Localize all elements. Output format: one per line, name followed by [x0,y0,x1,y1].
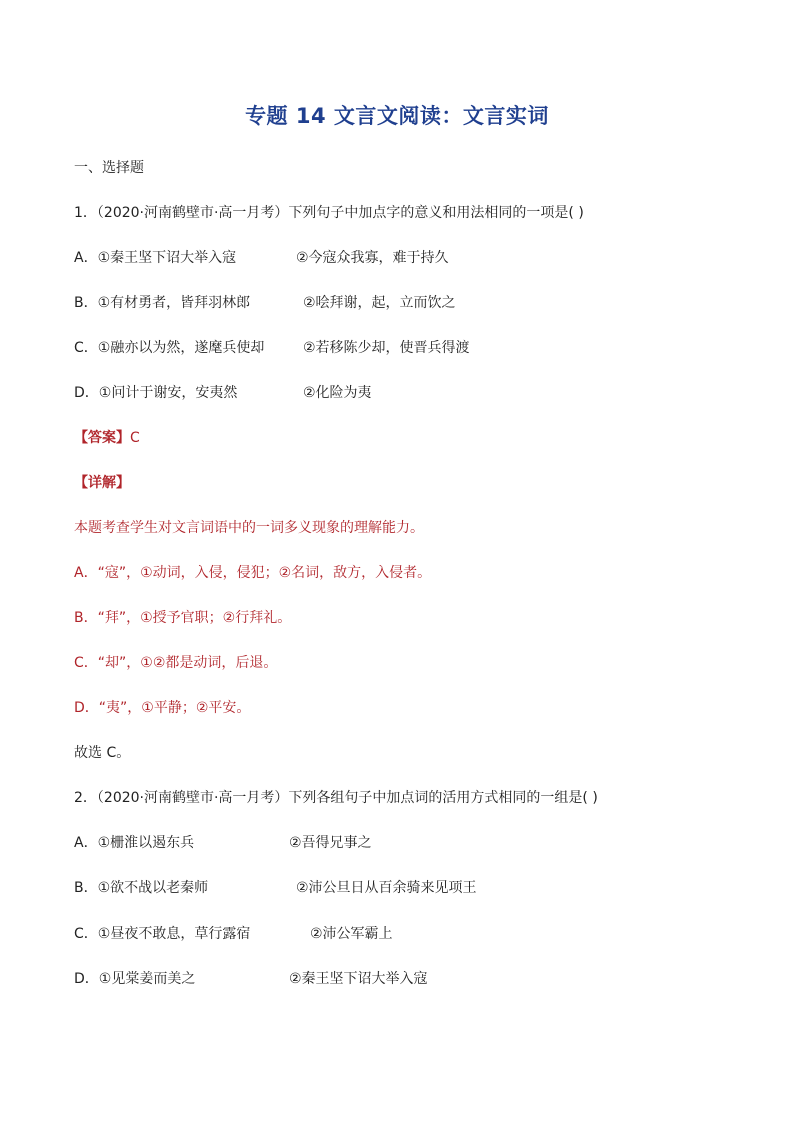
q1-option-a-first: A．①秦王坚下诏大举入寇 [74,250,237,266]
q1-option-c-first: C．①融亦以为然，遂麾兵使却 [74,340,265,356]
q1-conclusion: 故选 C。 [74,745,131,761]
q1-answer [74,428,140,448]
q1-explanation-intro: 本题考查学生对文言词语中的一词多义现象的理解能力。 [74,520,424,536]
q2-option-b-first: B．①欲不战以老秦师 [74,880,209,896]
q1-option-b-second: ②哙拜谢，起，立而饮之 [303,295,456,311]
q1-explanation-c: C．“却”，①②都是动词，后退。 [74,655,278,671]
q1-explanation-b: B．“拜”，①授予官职；②行拜礼。 [74,610,292,626]
answer-label: 【答案】 [74,430,130,446]
q1-explanation-a: A．“寇”，①动词，入侵，侵犯；②名词，敌方，入侵者。 [74,565,432,581]
q2-option-d-second: ②秦王坚下诏大举入寇 [289,971,428,987]
q1-option-a-second: ②今寇众我寡，难于持久 [296,250,449,266]
q2-option-c-second: ②沛公军霸上 [310,926,393,942]
q2-option-d-first: D．①见棠姜而美之 [74,971,196,987]
question-2-stem: 2．（2020·河南鹤壁市·高一月考）下列各组句子中加点词的活用方式相同的一组是( ) [74,790,598,806]
q1-option-c-second: ②若移陈少却，使晋兵得渡 [303,340,470,356]
question-1-stem: 1．（2020·河南鹤壁市·高一月考）下列句子中加点字的意义和用法相同的一项是( ) [74,205,584,221]
q1-option-d-second: ②化险为夷 [303,385,372,401]
q2-option-b-second: ②沛公旦日从百余骑来见项王 [296,880,477,896]
q2-option-a-first: A．①栅淮以遏东兵 [74,835,195,851]
q2-option-c-first: C．①昼夜不敢息，草行露宿 [74,926,251,942]
answer-value: C [130,430,140,446]
q1-detail-label: 【详解】 [74,475,130,491]
q1-option-b-first: B．①有材勇者，皆拜羽林郎 [74,295,251,311]
q1-explanation-d: D．“夷”，①平静；②平安。 [74,700,251,716]
page-title: 专题 14 文言文阅读：文言实词 [245,104,549,128]
q2-option-a-second: ②吾得兄事之 [289,835,372,851]
section-heading: 一、选择题 [74,160,144,176]
q1-option-d-first: D．①问计于谢安，安夷然 [74,385,238,401]
